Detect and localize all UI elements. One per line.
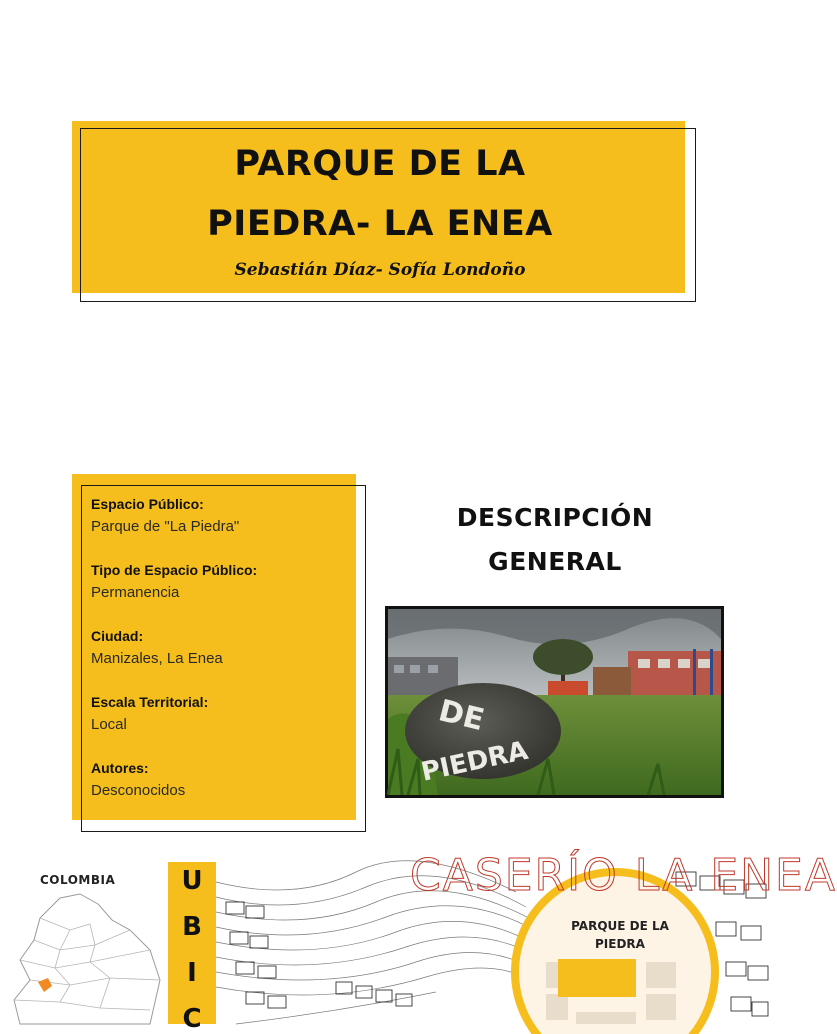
info-value-city: Manizales, La Enea bbox=[91, 650, 223, 667]
strip-letter-u: U bbox=[181, 866, 203, 896]
info-label-space: Espacio Público: bbox=[91, 496, 204, 512]
strip-letter-b: B bbox=[182, 912, 202, 942]
rock-graffiti-line1: DE bbox=[435, 693, 488, 739]
authors-subtitle: Sebastián Díaz- Sofía Londoño bbox=[234, 260, 526, 280]
map-overlay-text: CASERÍO LA ENEA bbox=[410, 850, 837, 901]
colombia-map bbox=[0, 890, 165, 1024]
park-photo-illustration bbox=[388, 609, 721, 795]
park-map-label-line1: PARQUE DE LA bbox=[571, 919, 669, 933]
info-label-city: Ciudad: bbox=[91, 628, 144, 644]
page-title-line1: PARQUE DE LA bbox=[234, 144, 526, 184]
strip-letter-i: I bbox=[187, 958, 197, 988]
page-title-line2: PIEDRA- LA ENEA bbox=[207, 204, 553, 244]
park-map-label-line2: PIEDRA bbox=[595, 937, 645, 951]
info-value-authors: Desconocidos bbox=[91, 782, 186, 799]
colombia-label: COLOMBIA bbox=[40, 873, 116, 887]
description-heading bbox=[420, 496, 690, 584]
park-highlight bbox=[558, 959, 636, 997]
strip-letter-c: C bbox=[182, 1004, 202, 1034]
description-heading-line2: GENERAL bbox=[488, 547, 622, 576]
info-label-scale: Escala Territorial: bbox=[91, 694, 209, 710]
park-photo bbox=[385, 606, 724, 798]
info-list bbox=[91, 493, 351, 823]
info-value-type: Permanencia bbox=[91, 584, 180, 601]
description-heading-line1: DESCRIPCIÓN bbox=[456, 503, 654, 532]
park-map-label bbox=[555, 917, 685, 953]
info-value-space: Parque de "La Piedra" bbox=[91, 518, 240, 535]
rock-graffiti-line2: PIEDRA bbox=[418, 735, 531, 788]
info-label-type: Tipo de Espacio Público: bbox=[91, 562, 258, 578]
info-label-authors: Autores: bbox=[91, 760, 149, 776]
info-value-scale: Local bbox=[91, 716, 127, 733]
